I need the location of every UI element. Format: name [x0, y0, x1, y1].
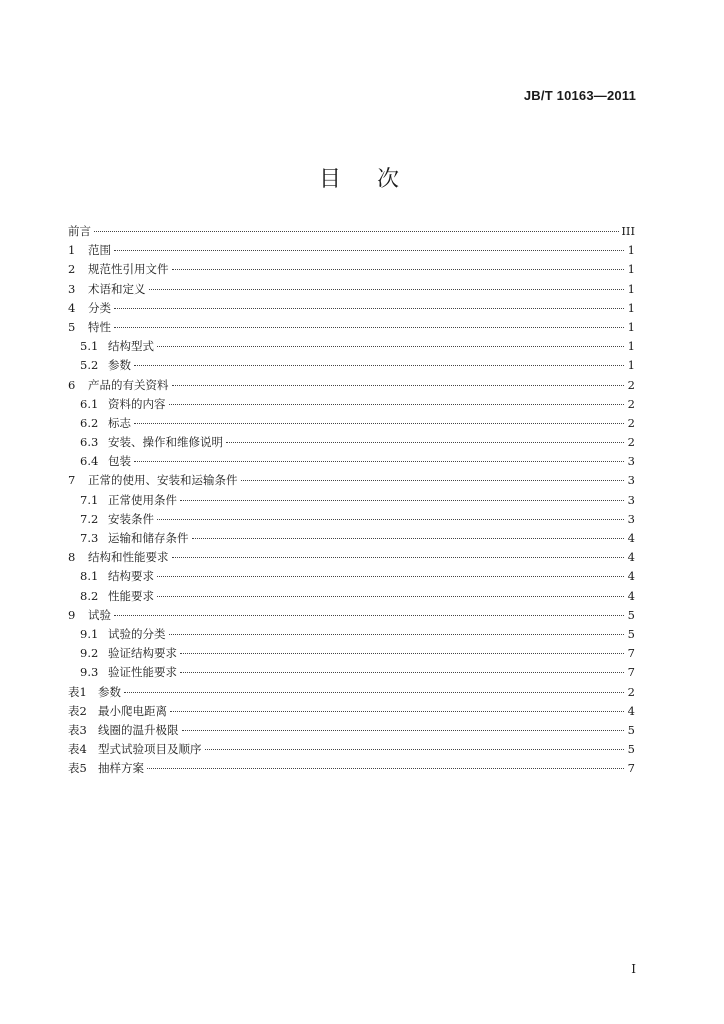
toc-entry-page: 1 — [627, 319, 635, 334]
dot-leader — [157, 345, 624, 347]
toc-entry-label: 型式试验项目及顺序 — [98, 742, 202, 757]
toc-entry[interactable] — [68, 606, 635, 625]
dot-leader — [226, 441, 624, 443]
toc-entry[interactable] — [68, 452, 635, 471]
toc-entry-number: 9.2 — [80, 646, 99, 661]
dot-leader — [172, 268, 625, 270]
toc-entry-label: 安装、操作和维修说明 — [108, 435, 223, 450]
toc-entry-page: 2 — [627, 415, 635, 430]
toc-entry-label: 结构型式 — [108, 339, 154, 354]
toc-entry-label: 结构和性能要求 — [88, 550, 169, 565]
toc-entry[interactable] — [68, 241, 635, 260]
toc-entry[interactable] — [68, 299, 635, 318]
toc-entry-number: 3 — [68, 281, 76, 296]
toc-entry[interactable] — [68, 702, 635, 721]
toc-entry[interactable] — [68, 683, 635, 702]
toc-entry[interactable] — [68, 644, 635, 663]
toc-entry-number: 表1 — [68, 684, 87, 699]
toc-entry-page: 1 — [627, 243, 635, 258]
toc-entry-label: 包装 — [108, 454, 131, 469]
dot-leader — [172, 384, 625, 386]
dot-leader — [170, 710, 624, 712]
toc-entry-page: 4 — [627, 569, 635, 584]
toc-entry[interactable] — [68, 376, 635, 395]
toc-entry-label: 资料的内容 — [108, 396, 166, 411]
toc-entry-page: 4 — [627, 550, 635, 565]
dot-leader — [192, 537, 625, 539]
toc-entry-page: III — [621, 224, 635, 238]
dot-leader — [180, 671, 624, 673]
toc-entry-page: 2 — [627, 435, 635, 450]
dot-leader — [114, 326, 624, 328]
dot-leader — [180, 652, 624, 654]
toc-entry-page: 7 — [627, 646, 635, 661]
toc-entry-label: 特性 — [88, 319, 111, 334]
dot-leader — [172, 556, 625, 558]
toc-entry-label: 最小爬电距离 — [98, 703, 167, 718]
toc-entry-label: 规范性引用文件 — [88, 262, 169, 277]
toc-entry-number: 7 — [68, 473, 76, 488]
toc-entry-label: 安装条件 — [108, 511, 154, 526]
toc-entry-page: 3 — [627, 492, 635, 507]
toc-entry[interactable] — [68, 433, 635, 452]
page-number: I — [631, 962, 636, 976]
toc-entry-number: 6.2 — [80, 415, 99, 430]
toc-entry-page: 3 — [627, 511, 635, 526]
toc-entry[interactable] — [68, 222, 635, 241]
dot-leader — [182, 729, 625, 731]
toc-entry-label: 线圈的温升极限 — [98, 722, 179, 737]
toc-entry-label: 前言 — [68, 224, 91, 238]
toc-entry-label: 性能要求 — [108, 588, 154, 603]
dot-leader — [205, 748, 625, 750]
dot-leader — [114, 614, 624, 616]
toc-entry-label: 分类 — [88, 300, 111, 315]
toc-entry-label: 抽样方案 — [98, 761, 144, 776]
toc-entry[interactable] — [68, 337, 635, 356]
toc-entry[interactable] — [68, 395, 635, 414]
toc-entry-page: 1 — [627, 358, 635, 373]
toc-entry-number: 9.1 — [80, 626, 99, 641]
toc-entry-label: 范围 — [88, 243, 111, 258]
toc-entry[interactable] — [68, 548, 635, 567]
dot-leader — [180, 499, 624, 501]
toc-entry-number: 6.1 — [80, 396, 99, 411]
toc-entry-label: 验证结构要求 — [108, 646, 177, 661]
dot-leader — [169, 633, 625, 635]
toc-entry-page: 5 — [627, 722, 635, 737]
toc-title: 目次 — [318, 167, 435, 192]
toc-entry-label: 正常使用条件 — [108, 492, 177, 507]
toc-entry-label: 参数 — [98, 684, 121, 699]
dot-leader — [134, 364, 624, 366]
toc-entry-number: 表5 — [68, 761, 87, 776]
toc-entry[interactable] — [68, 759, 635, 778]
toc-entry-number: 7.2 — [80, 511, 99, 526]
toc-entry-number: 5.1 — [80, 339, 99, 354]
dot-leader — [157, 595, 624, 597]
toc-entry-label: 产品的有关资料 — [88, 377, 169, 392]
toc-entry-label: 术语和定义 — [88, 281, 146, 296]
toc-entry-page: 2 — [627, 684, 635, 699]
toc-entry-number: 2 — [68, 262, 76, 277]
toc-entry[interactable] — [68, 587, 635, 606]
toc-entry[interactable] — [68, 356, 635, 375]
toc-entry[interactable] — [68, 260, 635, 279]
toc-entry-number: 1 — [68, 243, 76, 258]
toc-entry-number: 5.2 — [80, 358, 99, 373]
toc-entry-number: 表3 — [68, 722, 87, 737]
toc-entry-number: 9.3 — [80, 665, 99, 680]
toc-entry[interactable] — [68, 567, 635, 586]
toc-entry-page: 5 — [627, 742, 635, 757]
dot-leader — [134, 460, 624, 462]
dot-leader — [157, 518, 624, 520]
toc-entry-number: 8 — [68, 550, 76, 565]
dot-leader — [157, 575, 624, 577]
dot-leader — [134, 422, 624, 424]
toc-entry-page: 7 — [627, 665, 635, 680]
toc-entry[interactable] — [68, 414, 635, 433]
dot-leader — [124, 691, 624, 693]
dot-leader — [169, 403, 625, 405]
toc-entry-page: 1 — [627, 300, 635, 315]
toc-entry-page: 7 — [627, 761, 635, 776]
toc-entry-page: 4 — [627, 703, 635, 718]
toc-entry-number: 表2 — [68, 703, 87, 718]
toc-entry-number: 4 — [68, 300, 76, 315]
toc-entry-page: 2 — [627, 396, 635, 411]
toc-entry-number: 5 — [68, 319, 76, 334]
toc-entry-page: 5 — [627, 607, 635, 622]
dot-leader — [94, 230, 619, 232]
toc-entry-page: 3 — [627, 473, 635, 488]
toc-entry-page: 5 — [627, 626, 635, 641]
toc-entry-label: 验证性能要求 — [108, 665, 177, 680]
toc-entry-number: 9 — [68, 607, 76, 622]
toc-entry[interactable] — [68, 491, 635, 510]
toc-entry[interactable] — [68, 663, 635, 682]
toc-entry-number: 7.1 — [80, 492, 99, 507]
toc-entry-label: 试验的分类 — [108, 626, 166, 641]
dot-leader — [147, 767, 624, 769]
toc-entry-page: 4 — [627, 588, 635, 603]
toc-entry-number: 7.3 — [80, 531, 99, 545]
toc-entry-number: 8.1 — [80, 569, 99, 584]
toc-entry-number: 8.2 — [80, 588, 99, 603]
toc-entry-label: 参数 — [108, 358, 131, 373]
dot-leader — [149, 288, 625, 290]
toc-entry-number: 6.3 — [80, 435, 99, 450]
dot-leader — [114, 249, 624, 251]
toc-entry-label: 试验 — [88, 607, 111, 622]
toc-entry-page: 1 — [627, 281, 635, 296]
toc-entry-page: 3 — [627, 454, 635, 469]
toc-entry-number: 表4 — [68, 742, 87, 757]
toc-entry[interactable] — [68, 740, 635, 759]
table-of-contents — [68, 222, 635, 778]
toc-entry[interactable] — [68, 529, 635, 548]
toc-entry[interactable] — [68, 625, 635, 644]
dot-leader — [241, 479, 625, 481]
standard-code: JB/T 10163—2011 — [523, 88, 636, 103]
toc-entry[interactable] — [68, 280, 635, 299]
toc-entry-label: 运输和储存条件 — [108, 531, 189, 545]
toc-entry-label: 结构要求 — [108, 569, 154, 584]
toc-entry-label: 正常的使用、安装和运输条件 — [88, 473, 238, 488]
toc-entry-page: 1 — [627, 262, 635, 277]
toc-entry-number: 6 — [68, 377, 76, 392]
toc-entry-label: 标志 — [108, 415, 131, 430]
toc-entry-page: 1 — [627, 339, 635, 354]
toc-entry[interactable] — [68, 471, 635, 490]
toc-entry-page: 4 — [627, 531, 635, 545]
toc-entry[interactable] — [68, 510, 635, 529]
toc-entry[interactable] — [68, 318, 635, 337]
toc-entry-number: 6.4 — [80, 454, 99, 469]
toc-entry-page: 2 — [627, 377, 635, 392]
dot-leader — [114, 307, 624, 309]
toc-entry[interactable] — [68, 721, 635, 740]
